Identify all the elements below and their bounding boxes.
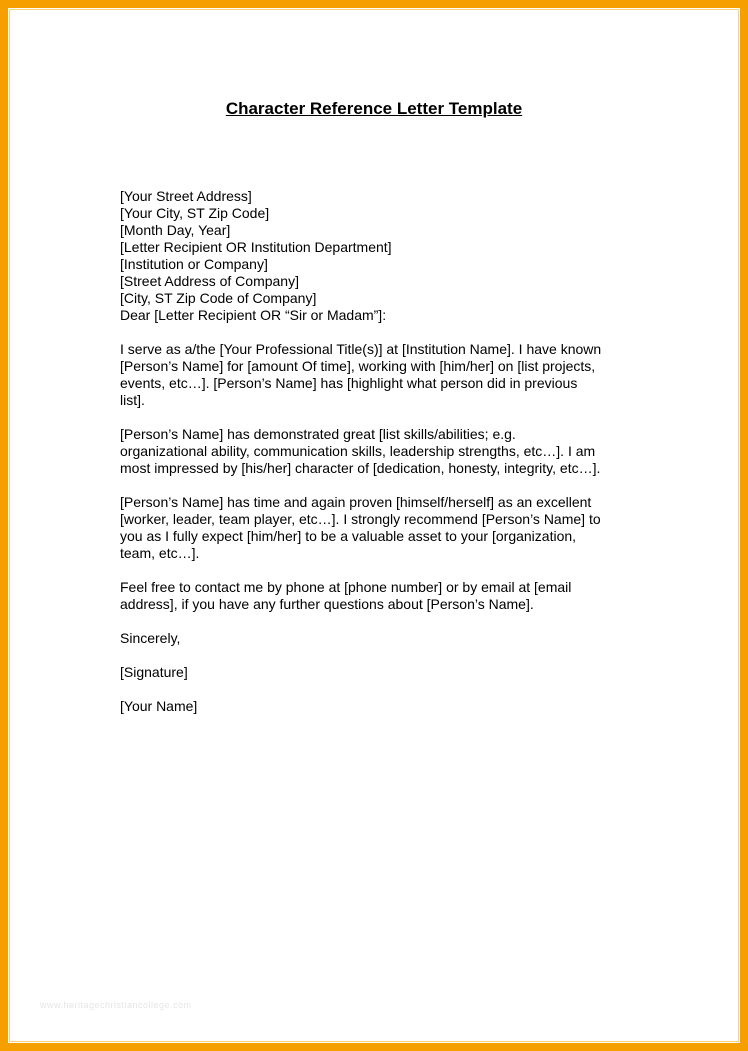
closing: Sincerely, [120, 630, 181, 646]
paragraph-1 [120, 341, 640, 409]
letter-title: Character Reference Letter Template [225, 99, 523, 118]
paragraph-line: organizational ability, communication skills, leadership strengths, etc…]. I am [120, 443, 596, 459]
address-line: [Month Day, Year] [120, 222, 231, 238]
salutation: Dear [Letter Recipient OR “Sir or Madam”]: [120, 307, 387, 323]
address-line: [Letter Recipient OR Institution Department] [120, 239, 392, 255]
address-line: [City, ST Zip Code of Company] [120, 290, 317, 306]
watermark: www.heritagechristiancollege.com [40, 1000, 192, 1010]
paragraph-line: I serve as a/the [Your Professional Title(s)] at [Institution Name]. I have known [120, 341, 602, 357]
paragraph-line: most impressed by [his/her] character of [dedication, honesty, integrity, etc…]. [120, 460, 601, 476]
address-line: [Street Address of Company] [120, 273, 299, 289]
paragraph-line: Feel free to contact me by phone at [phone number] or by email at [email [120, 579, 572, 595]
paragraph-line: [worker, leader, team player, etc…]. I strongly recommend [Person’s Name] to [120, 511, 601, 527]
paragraph-2 [120, 426, 640, 477]
paragraph-line: [Person’s Name] has time and again proven [himself/herself] as an excellent [120, 494, 592, 510]
paragraph-line: list]. [120, 392, 145, 408]
address-line: [Your Street Address] [120, 188, 252, 204]
signature-placeholder: [Signature] [120, 664, 188, 680]
paragraph-line: you as I fully expect [him/her] to be a valuable asset to your [organization, [120, 528, 577, 544]
paragraph-line: events, etc…]. [Person’s Name] has [highlight what person did in previous [120, 375, 578, 391]
sender-name: [Your Name] [120, 698, 198, 714]
paragraph-line: address], if you have any further questions about [Person’s Name]. [120, 596, 534, 612]
address-line: [Your City, ST Zip Code] [120, 205, 270, 221]
paragraph-line: team, etc…]. [120, 545, 200, 561]
paragraph-3 [120, 494, 640, 562]
paragraph-line: [Person’s Name] has demonstrated great [list skills/abilities; e.g. [120, 426, 516, 442]
address-block [120, 188, 640, 324]
letter-body [120, 188, 640, 715]
paragraph-4 [120, 579, 640, 613]
paragraph-line: [Person’s Name] for [amount Of time], working with [him/her] on [list projects, [120, 358, 596, 374]
address-line: [Institution or Company] [120, 256, 268, 272]
